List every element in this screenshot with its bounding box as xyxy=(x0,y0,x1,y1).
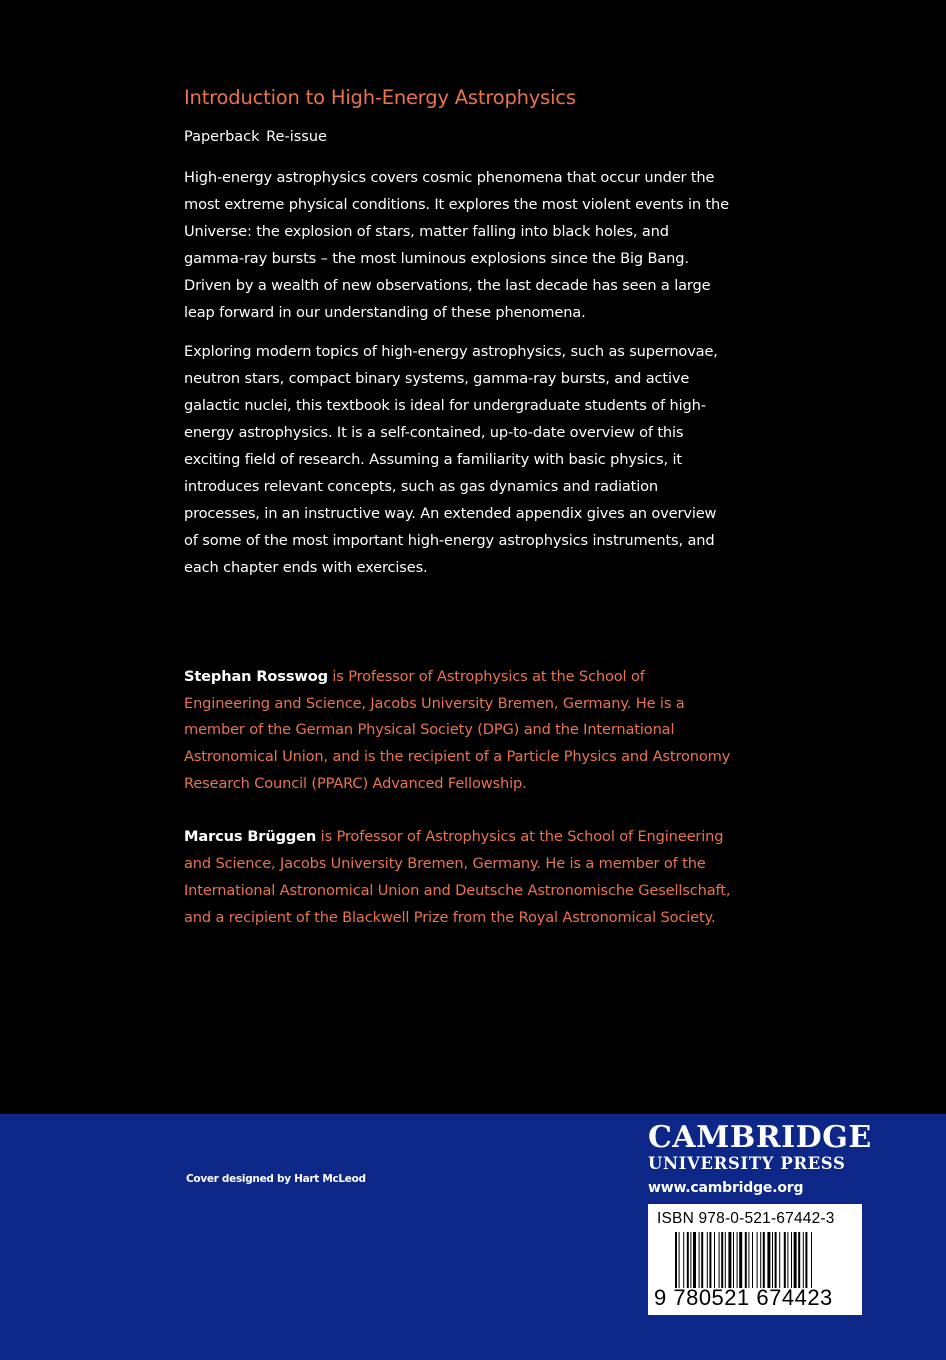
barcode-bar xyxy=(760,1232,761,1288)
barcode-bar xyxy=(699,1232,700,1288)
cover-credit: Cover designed by Hart McLeod xyxy=(186,1173,366,1185)
barcode-bar xyxy=(763,1232,765,1288)
author-bio xyxy=(184,824,732,932)
barcode-bar xyxy=(798,1232,800,1288)
description-paragraph: Exploring modern topics of high-energy astrophysics, such as supernovae, neutron stars, compact binary systems, gamma-ray bursts, and active galactic nuclei, this textbook is ideal for undergraduate students of high-energy astrophysics. It is a self-contained, up-to-date overview of this exciting field of research. Assuming a familiarity with basic physics, it introduces relevant concepts, such as gas dynamics and radiation processes, in an instructive way. An extended appendix gives an overview of some of the most important high-energy astrophysics instruments, and each chapter ends with exercises. xyxy=(184,343,718,576)
barcode-bar xyxy=(707,1232,708,1288)
barcode-bar xyxy=(725,1232,726,1288)
barcode-bar xyxy=(721,1232,723,1288)
description-paragraph: High-energy astrophysics covers cosmic phenomena that occur under the most extreme physical conditions. It explores the most violent events in the Universe: the explosion of stars, matter falling into black holes, and gamma-ray bursts – the most luminous explosions since the Big Bang. Driven by a wealth of new observations, the last decade has seen a large leap forward in our understanding of these phenomena. xyxy=(184,169,729,321)
barcode-bar xyxy=(811,1232,812,1288)
barcode-bar xyxy=(794,1232,797,1288)
barcode-bar xyxy=(757,1232,758,1288)
barcode-bar xyxy=(805,1232,807,1288)
barcode-bar xyxy=(690,1232,691,1288)
barcode-bar xyxy=(779,1232,780,1288)
author-name: Marcus Brüggen xyxy=(184,828,317,846)
author-name: Stephan Rosswog xyxy=(184,667,328,685)
barcode-bar xyxy=(752,1232,753,1288)
barcode-bar xyxy=(687,1232,689,1288)
author-bio-text: is Professor of Astrophysics at the School of Engineering and Science, Jacobs University Bremen, Germany. He is a member of the International Astronomical Union and Deutsche Astronomische Gesellschaft, and a recipient of the Blackwell Prize from the Royal Astronomical Society. xyxy=(184,828,731,926)
barcode-bar xyxy=(733,1232,734,1288)
barcode-bar xyxy=(693,1232,696,1288)
barcode-bar xyxy=(775,1232,777,1288)
barcode-bar xyxy=(739,1232,742,1288)
barcode-bar xyxy=(714,1232,715,1288)
author-bio-text: is Professor of Astrophysics at the School of Engineering and Science, Jacobs University Bremen, Germany. He is a member of the German Physical Society (DPG) and the International Astronomical Union, and is the recipient of a Particle Physics and Astronomy Research Council (PPARC) Advanced Fellowship. xyxy=(184,667,731,793)
author-bio xyxy=(184,664,732,799)
isbn-label: ISBN 978-0-521-67442-3 xyxy=(657,1210,835,1227)
barcode-bar xyxy=(737,1232,738,1288)
barcode-bar xyxy=(767,1232,770,1288)
barcode-bar xyxy=(709,1232,711,1288)
barcode-bar xyxy=(701,1232,703,1288)
barcode-bar xyxy=(787,1232,788,1288)
edition-label: Paperback Re-issue xyxy=(184,129,327,145)
barcode-bar xyxy=(772,1232,773,1288)
barcode-bar xyxy=(683,1232,684,1288)
barcode-bar xyxy=(803,1232,804,1288)
barcode-bar xyxy=(791,1232,792,1288)
barcode-bar xyxy=(719,1232,720,1288)
publisher-subtitle: UNIVERSITY PRESS xyxy=(648,1154,846,1173)
book-title: Introduction to High-Energy Astrophysics xyxy=(184,86,576,109)
barcode-bar xyxy=(728,1232,731,1288)
barcode-bar xyxy=(679,1232,680,1288)
barcode-bar xyxy=(675,1232,677,1288)
barcode-bar xyxy=(745,1232,747,1288)
publisher-logo xyxy=(648,1122,872,1197)
publisher-name: CAMBRIDGE xyxy=(648,1120,872,1155)
barcode-bar xyxy=(784,1232,786,1288)
barcode xyxy=(648,1204,862,1315)
ean-number: 9 780521 674423 xyxy=(654,1285,833,1310)
publisher-url: www.cambridge.org xyxy=(648,1180,804,1196)
content-area xyxy=(184,84,732,932)
barcode-bar xyxy=(748,1232,749,1288)
